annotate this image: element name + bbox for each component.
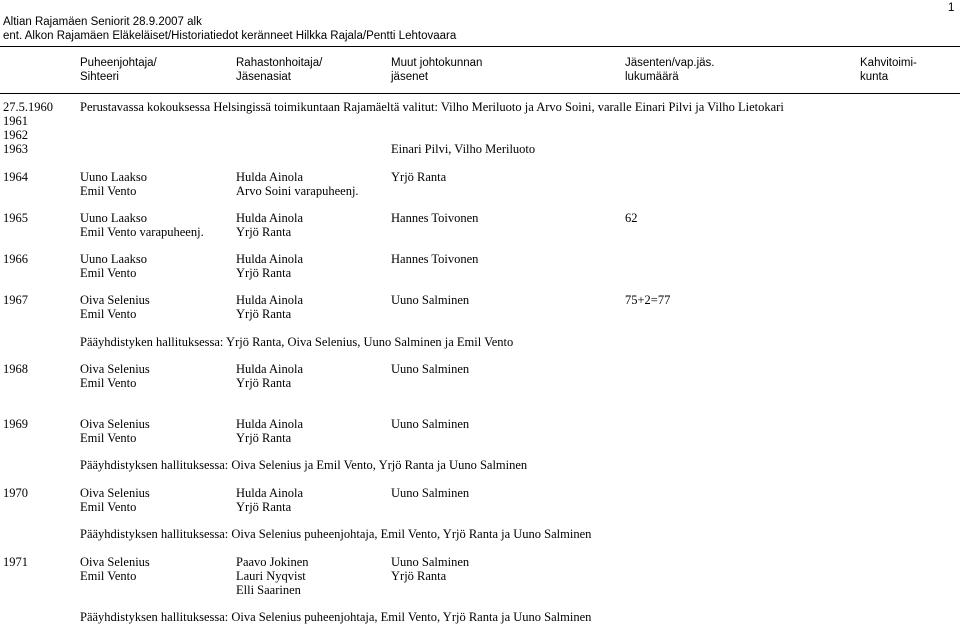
board-1971: Uuno Salminen — [391, 555, 470, 569]
year-1961: 1961 — [3, 114, 28, 128]
membership-1964: Arvo Soini varapuheenj. — [236, 184, 359, 198]
treasurer-1968: Hulda Ainola — [236, 362, 304, 376]
board-1969: Uuno Salminen — [391, 417, 470, 431]
main-board-note-1967: Pääyhdistyken hallituksessa: Yrjö Ranta, Oiva Selenius, Uuno Salminen ja Emil Vento — [80, 335, 514, 349]
header-bottom-rule — [0, 93, 960, 94]
main-board-note-1969: Pääyhdistyksen hallituksessa: Oiva Selenius ja Emil Vento, Yrjö Ranta ja Uuno Salminen — [80, 458, 528, 472]
document-title: Altian Rajamäen Seniorit 28.9.2007 alk — [3, 16, 202, 28]
header-coffee: Kahvitoimi- — [860, 57, 917, 69]
treasurer-1965: Hulda Ainola — [236, 211, 304, 225]
board-1967: Uuno Salminen — [391, 293, 470, 307]
membership-1969: Yrjö Ranta — [236, 431, 292, 445]
secretary-1971: Emil Vento — [80, 569, 137, 583]
board-1965: Hannes Toivonen — [391, 211, 479, 225]
year-1960: 27.5.1960 — [3, 100, 53, 114]
treasurer-1966: Hulda Ainola — [236, 252, 304, 266]
secretary-1969: Emil Vento — [80, 431, 137, 445]
year-1967: 1967 — [3, 293, 28, 307]
header-board: Muut johtokunnan — [391, 57, 483, 69]
treasurer-1967: Hulda Ainola — [236, 293, 304, 307]
founding-note: Perustavassa kokouksessa Helsingissä toimikuntaan Rajamäeltä valitut: Vilho Meriluoto ja Arvo Soini, varalle Einari Pilvi ja Vilho Lietokari — [80, 100, 784, 114]
board-1971-second: Yrjö Ranta — [391, 569, 447, 583]
year-1966: 1966 — [3, 252, 28, 266]
board-1964: Yrjö Ranta — [391, 170, 447, 184]
year-1962: 1962 — [3, 128, 28, 142]
membership-1966: Yrjö Ranta — [236, 266, 292, 280]
chair-1969: Oiva Selenius — [80, 417, 150, 431]
membership-1970: Yrjö Ranta — [236, 500, 292, 514]
chair-1971: Oiva Selenius — [80, 555, 150, 569]
membership-1965: Yrjö Ranta — [236, 225, 292, 239]
year-1970: 1970 — [3, 486, 28, 500]
member-count-1965: 62 — [625, 211, 638, 225]
treasurer-1971: Paavo Jokinen — [236, 555, 309, 569]
treasurer-1964: Hulda Ainola — [236, 170, 304, 184]
header-members: jäsenet — [391, 71, 429, 83]
page-number: 1 — [948, 2, 955, 14]
treasurer-1970: Hulda Ainola — [236, 486, 304, 500]
header-chair: Puheenjohtaja/ — [80, 57, 157, 69]
board-1963: Einari Pilvi, Vilho Meriluoto — [391, 142, 536, 156]
year-1963: 1963 — [3, 142, 28, 156]
membership-1967: Yrjö Ranta — [236, 307, 292, 321]
secretary-1966: Emil Vento — [80, 266, 137, 280]
treasurer-1969: Hulda Ainola — [236, 417, 304, 431]
board-1968: Uuno Salminen — [391, 362, 470, 376]
secretary-1968: Emil Vento — [80, 376, 137, 390]
header-top-rule — [0, 46, 960, 47]
chair-1964: Uuno Laakso — [80, 170, 147, 184]
year-1968: 1968 — [3, 362, 28, 376]
secretary-1970: Emil Vento — [80, 500, 137, 514]
membership-1971-second: Elli Saarinen — [236, 583, 301, 597]
membership-1971: Lauri Nyqvist — [236, 569, 306, 583]
header-count: lukumäärä — [625, 71, 679, 83]
board-1970: Uuno Salminen — [391, 486, 470, 500]
chair-1970: Oiva Selenius — [80, 486, 150, 500]
year-1964: 1964 — [3, 170, 28, 184]
chair-1968: Oiva Selenius — [80, 362, 150, 376]
year-1965: 1965 — [3, 211, 28, 225]
membership-1968: Yrjö Ranta — [236, 376, 292, 390]
year-1971: 1971 — [3, 555, 28, 569]
header-treasurer: Rahastonhoitaja/ — [236, 57, 323, 69]
secretary-1965: Emil Vento varapuheenj. — [80, 225, 204, 239]
header-secretary: Sihteeri — [80, 71, 119, 83]
chair-1967: Oiva Selenius — [80, 293, 150, 307]
member-count-1967: 75+2=77 — [625, 293, 671, 307]
header-membership: Jäsenasiat — [236, 71, 291, 83]
secretary-1967: Emil Vento — [80, 307, 137, 321]
board-1966: Hannes Toivonen — [391, 252, 479, 266]
main-board-note-1970: Pääyhdistyksen hallituksessa: Oiva Selenius puheenjohtaja, Emil Vento, Yrjö Ranta ja Uuno Salminen — [80, 527, 592, 541]
chair-1965: Uuno Laakso — [80, 211, 147, 225]
chair-1966: Uuno Laakso — [80, 252, 147, 266]
document-subtitle: ent. Alkon Rajamäen Eläkeläiset/Historiatiedot keränneet Hilkka Rajala/Pentti Lehtovaara — [3, 30, 457, 42]
main-board-note-1971: Pääyhdistyksen hallituksessa: Oiva Selenius puheenjohtaja, Emil Vento, Yrjö Ranta ja Uuno Salminen — [80, 610, 592, 624]
header-member-count: Jäsenten/vap.jäs. — [625, 57, 715, 69]
secretary-1964: Emil Vento — [80, 184, 137, 198]
year-1969: 1969 — [3, 417, 28, 431]
header-committee: kunta — [860, 71, 889, 83]
